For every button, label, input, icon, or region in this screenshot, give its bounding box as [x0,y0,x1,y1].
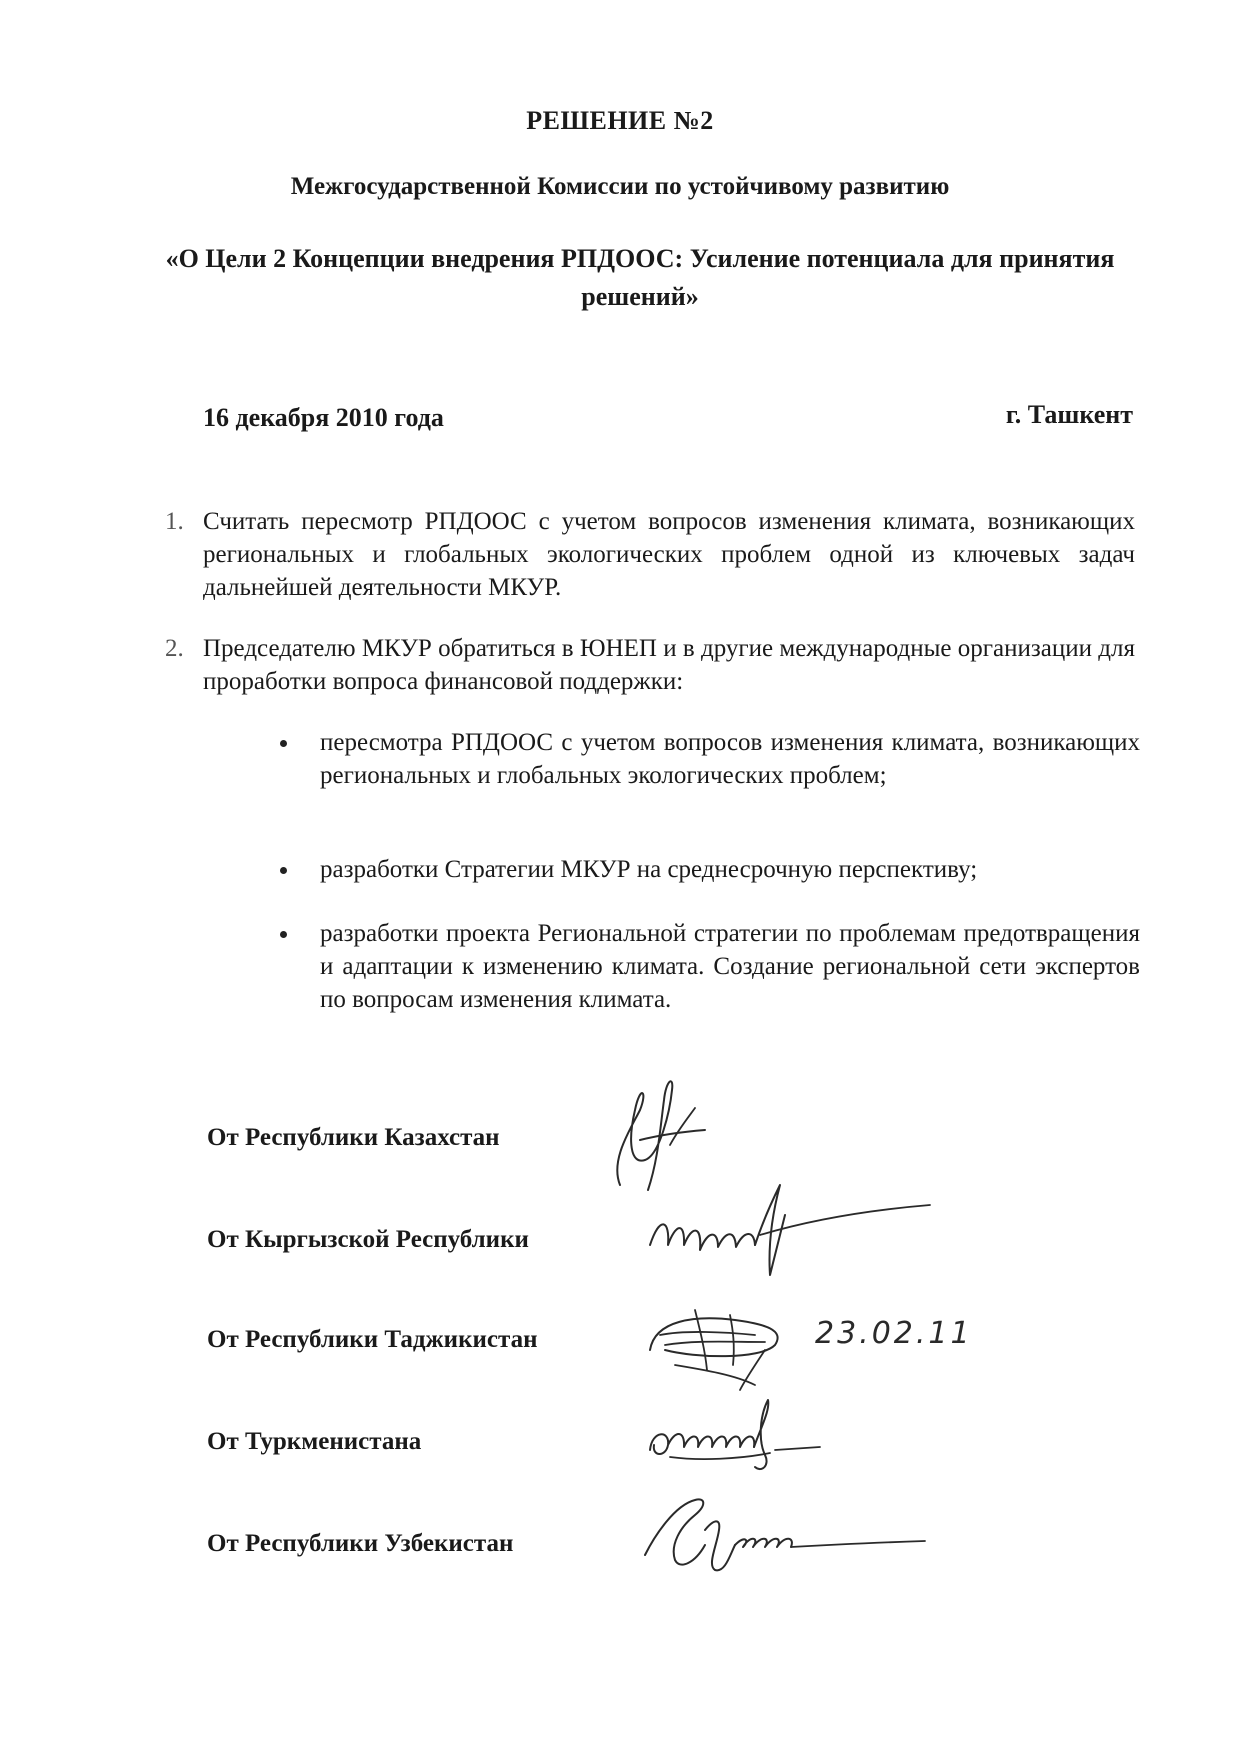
list-item [165,505,1135,604]
bullet-item [280,853,1140,886]
bullet-item [280,726,1140,792]
signatory-uzbekistan: От Республики Узбекистан [207,1530,514,1557]
bullet-text: пересмотра РПДООС с учетом вопросов изменения климата, возникающих региональных и глобальных экологических проблем; [320,729,1140,789]
signature-tajikistan [635,1290,815,1400]
list-item [165,632,1135,698]
document-subtitle: Межгосударственной Комиссии по устойчивому развитию [290,173,950,200]
document-date: 16 декабря 2010 года [203,403,444,432]
bullet-text: разработки Стратегии МКУР на среднесрочную перспективу; [320,856,978,883]
signatory-tajikistan: От Республики Таджикистан [207,1326,538,1353]
signatory-kazakhstan: От Республики Казахстан [207,1124,500,1151]
document-title: РЕШЕНИЕ №2 [526,106,714,135]
bullet-icon [280,740,287,747]
signatory-kyrgyzstan: От Кыргызской Республики [207,1226,529,1253]
document-heading: «О Цели 2 Концепции внедрения РПДООС: Усиление потенциала для принятия решений» [165,244,1115,311]
bullet-item [280,917,1140,1016]
item-number: 1. [165,508,184,535]
signature-uzbekistan [635,1485,935,1585]
signature-kyrgyzstan [640,1175,940,1295]
bullet-text: разработки проекта Региональной стратегии по проблемам предотвращения и адаптации к изменению климата. Создание региональной сети экспертов по вопросам изменения климата. [320,920,1140,1013]
signature-turkmenistan [640,1395,840,1485]
handwritten-date: 23.02.11 [815,1316,973,1351]
item-text: Считать пересмотр РПДООС с учетом вопросов изменения климата, возникающих региональных и глобальных экологических проблем одной из ключевых задач дальнейшей деятельности МКУР. [203,508,1135,601]
item-text: Председателю МКУР обратиться в ЮНЕП и в другие международные организации для проработки вопроса финансовой поддержки: [203,635,1135,695]
signatory-turkmenistan: От Туркменистана [207,1428,422,1455]
document-city: г. Ташкент [1005,400,1133,429]
bullet-icon [280,867,287,874]
bullet-icon [280,931,287,938]
item-number: 2. [165,635,184,662]
